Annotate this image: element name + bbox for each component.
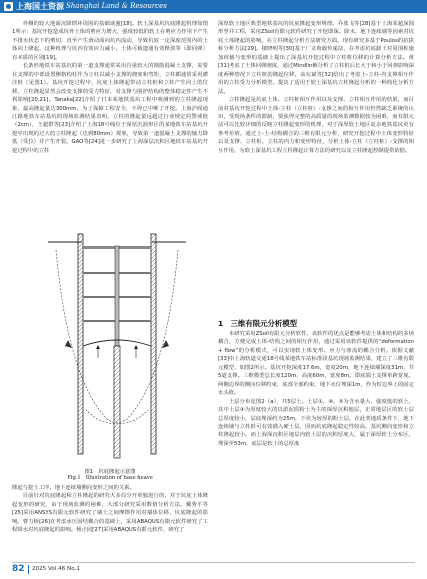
section-heading: 1 三维有限元分析模型 bbox=[218, 319, 298, 328]
paragraph: 目前针对坑底隆起和立柱隆起的研究大多局分开单独进行的，对于坑底土体隆起变形的研究，由于现场监测的困难，大部分研究采用数值分析方法。戴秀平等[25]采用ANSYS有限元软件研究了墙土之间摩擦作用对墙体位移、坑底隆起的影响。曹力桥[26]在考虑承压固结耦合的基础上，采用ABAQUS有限元软件研究了工程降水对坑底隆起的影响。杨正园[27]采用ABAQUS有限元软件，研究了 bbox=[12, 493, 208, 534]
figure-caption-cn: 图1 坑底隆起示意图 bbox=[84, 469, 136, 475]
column bbox=[115, 246, 119, 346]
footer-divider bbox=[12, 562, 415, 563]
column-pile bbox=[114, 346, 120, 458]
base-heave-diagram bbox=[48, 230, 186, 466]
slip-surface-right bbox=[86, 250, 178, 423]
paragraph: 隆起与挖土工序、地下连续墙侧向变形之间的关系。 bbox=[12, 485, 135, 491]
journal-title-cn: 上海国土资源 bbox=[16, 2, 64, 11]
diaphragm-wall-right bbox=[151, 234, 156, 454]
diaphragm-wall-left bbox=[78, 234, 83, 454]
journal-title-en: Shanghai Land & Resources bbox=[66, 2, 167, 10]
footer-separator bbox=[28, 565, 29, 574]
page-number: 82 bbox=[12, 564, 25, 574]
journal-header bbox=[0, 0, 427, 13]
figure-caption-en: Fig.1 Illustration of base heave bbox=[67, 475, 153, 481]
left-column-bottom-text bbox=[12, 484, 208, 535]
paragraph: 本研究采用ZSoil有限元分析软件，该软件的优点是能够考虑土体和结构的多场耦合，方便完成土体-结构之间的相互作用，通过采用该软件提供的“deformation + flow”的分析模式，可以实现软土体变形、应力与渗流的耦合分析。依据文献[33]中上海轨道交通18号线某地铁车站标准段基坑现场监测结果，建立了三维有限元模型，如图2所示。基坑开挖深度17.6m，宽度20m，地下连续墙深度31m，共5道支撑。三维模型总长度120m，高度60m，宽度8m。即底端土支撑单跨宽度。两侧边界的侧向位移约束，底部全部约束，地下水位埋深1m，作为恒边界上的固定水头值。 bbox=[218, 331, 414, 397]
base-heave-figure bbox=[48, 230, 186, 466]
right-column-bottom-text bbox=[218, 330, 414, 448]
paragraph: 外侧的较大地面沉降惯环周围的基础谈施[18]。软土深基坑坑底隆起机理如图1所示：基坑开挖造成坑外土体的剪应力增大，强度较低的软土在剪应力作用下产生不排水状态下的剪切，直至产生滑动面向坑内流动，导致坑底一定深度范围内的土体向上隆起，这种机理与坑内有效应力减小、土体可载遗通有效释放等（即回弹）有本质的区别[19]。 bbox=[12, 21, 208, 61]
paragraph: 长条形地铁车站基坑的第一道支撑通常采用自重较大的钢筋混凝土支撑，需要在支撑的中部设置侧格构柱作为立柱以减小支撑的挠度和弯矩，立柱插通常采用灌注桩（见图1）。基坑开挖过程中，坑底土体隆起带动立柱桩和立柱产生向上的位移。立柱隆起显然会改变支撑的受力特征，对支撑与围护结构的整体稳定性产生不利影响[20,21]。Tanaka[22]介绍了日本某地铁基坑工程中观测到的立柱隆起现象，最高隆起量达300mm，为了保障工程安全，不得已中断了开挖。上海沪阎通江路地铁车站基坑的现场监测结果表明，立柱的隆起量远超过行业规定的警戒值（2cm），王超群等[23]介绍了上海18号线位于深厚沉洞形区的某地铁车站基坑开挖中出现的过大的立柱隆起（达到80mm）现象，导致第一道混凝土支撑的轴力降低（受拉）并产生开裂。GAO等[24]进一步研究了上海深层沉积区地铁车站基坑开挖过程中的立柱 bbox=[12, 63, 208, 154]
issue-info: 2025 Vol.46 No.1 bbox=[32, 566, 80, 572]
paragraph: 土层分布见图2（a），共5层土。土层①、④、⑤为含水量大、强度低的软土，其中土层④为厚度较大的以淤泥质粉土为主的深厚沉积地层，正常地层区的软土层总厚度较小，层底埋深约为25m，下伏为较厚的粉土层。在此类地质条件下，地下连续墙与立柱桩可有效锚入硬土层，因而坑底隆起稳定性较高，基坑侧向变形和立柱隆起较小。而上海深沉积区地层内软土层的沉积厚度大，属于深厚软土分布区，埋深至53m，底层是软土的总厚度 bbox=[218, 398, 414, 447]
paragraph: 深厚软土地区典型地铁基坑的坑底隆起变形规律。乔蓝飞等[28]基于上海某超深圆形竖井工程，采用ZSoil有限元软件研究了开挖即深、降水、地下连续墙等因素对坑底土体隆起的影响。在立柱隆起分析方法研究方面，现有研究多基于Poulos的抗拔桩分析方法[29]。楼晓明等[30]基于广义荷载传递法，在考虑坑底卸土对周围桩施加荷载与变形的基础上提出了深基坑开挖过程中立柱桩位移的计算分析方法。黄[31]考虑了土体回弹刚度，通过Mindlin解分析了立柱桩后长大于和小于回弹影响深度两种情况下立柱桩的隆起位移，高在斌等[32]给出了考虑土-立柱-内支撑相互作用的立柱受力分析模型。提出了适用于软土深基坑立柱隆起分析的一种简化分析方法。 bbox=[218, 21, 414, 95]
left-column-text bbox=[12, 20, 208, 155]
paragraph: 立柱隆起是坑底土体、立柱桩相互作用以及支撑、立柱相互作用的结果，而目前对基坑开挖过程中土体-立柱（立柱桩）-支撑之间的相互作用仍然缺乏系统的认识，受现场条件的限制，要获得完整的高质量的现场监测数据较为困难，而有限元法可以比较详细的反映立柱隆起变形的机理，对于深厚软土地区复杂地铁基坑更有参考价值。通过土-土-结构耦合的三维有限元分析，研究开挖过程中土体变形特征以及支撑、立柱桩、立柱的内力和变形特征，分析土体-立柱（立柱桩）-支撑的相互作用，为软土深基坑工程立柱隆起计算方法的研究以及立柱隆起控制提供依据。 bbox=[218, 97, 414, 154]
journal-logo-icon bbox=[4, 2, 13, 11]
slip-surface-left bbox=[56, 250, 148, 423]
right-column-text bbox=[218, 20, 414, 155]
